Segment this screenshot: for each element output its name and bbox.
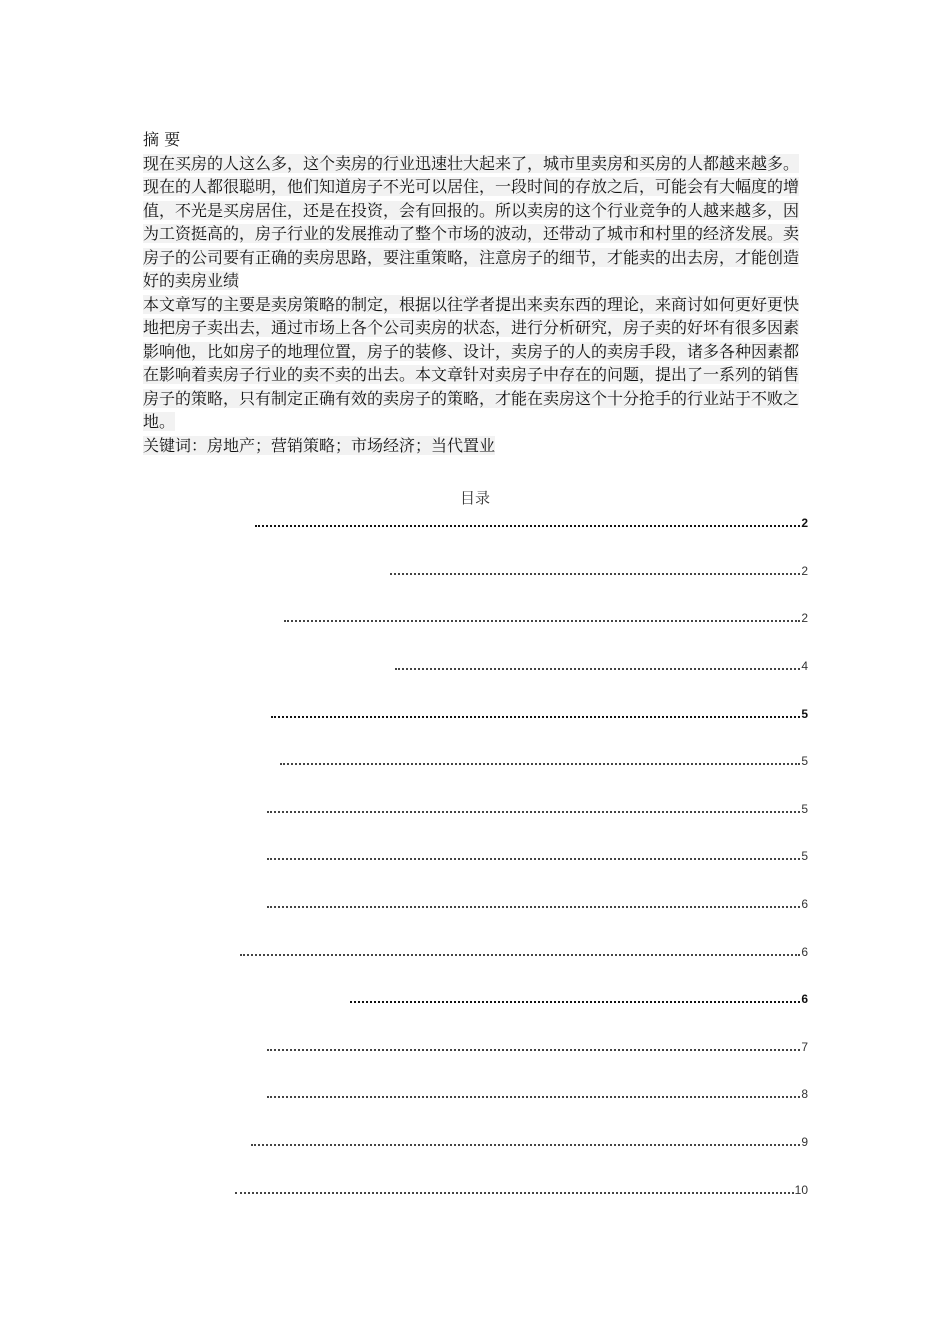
toc-page-number: 6	[801, 897, 808, 911]
toc-leader	[350, 1001, 800, 1003]
toc-entry[interactable]	[280, 750, 808, 768]
toc-leader	[267, 1096, 800, 1098]
toc-entry[interactable]	[267, 1083, 808, 1101]
abstract-section	[143, 128, 811, 457]
toc-entry[interactable]	[271, 703, 808, 721]
toc-page-number: 8	[801, 1087, 808, 1101]
toc-page-number: 10	[794, 1183, 808, 1197]
toc-title: 目录	[459, 489, 490, 507]
toc-entry[interactable]	[395, 655, 808, 673]
toc-page-number: 5	[801, 849, 808, 863]
toc-entry[interactable]	[255, 512, 808, 530]
abstract-paragraph-1: 现在买房的人这么多，这个卖房的行业迅速壮大起来了，城市里卖房和买房的人都越来越多。现在的人都很聪明，他们知道房子不光可以居住，一段时间的存放之后，可能会有大幅度的增值，不光是买房居住，还是在投资，会有回报的。所以卖房的这个行业竞争的人越来越多，因为工资挺高的，房子行业的发展推动了整个市场的波动，还带动了城市和村里的经济发展。卖房子的公司要有正确的卖房思路，要注重策略，注意房子的细节，才能卖的出去房，才能创造好的卖房业绩	[143, 153, 800, 290]
toc-entry[interactable]	[251, 1131, 808, 1149]
abstract-paragraph-2: 本文章写的主要是卖房策略的制定，根据以往学者提出来卖东西的理论，来商讨如何更好更快地把房子卖出去，通过市场上各个公司卖房的状态，进行分析研究，房子卖的好坏有很多因素影响他，比如房子的地理位置，房子的装修、设计，卖房子的人的卖房手段，诸多各种因素都在影响着卖房子行业的卖不卖的出去。本文章针对卖房子中存在的问题，提出了一系列的销售房子的策略，只有制定正确有效的卖房子的策略，才能在卖房这个十分抢手的行业站于不败之地。	[143, 294, 800, 431]
abstract-heading: 摘 要	[143, 130, 181, 149]
toc-page-number: 6	[801, 992, 808, 1006]
toc-leader	[267, 906, 800, 908]
toc-page-number: 2	[801, 564, 808, 578]
toc-leader	[235, 1192, 794, 1194]
toc-page-number: 2	[801, 611, 808, 625]
toc-leader	[271, 716, 800, 718]
toc-leader	[255, 525, 800, 527]
toc-leader	[267, 811, 800, 813]
toc-leader	[251, 1144, 800, 1146]
toc-entry[interactable]	[267, 845, 808, 863]
toc-entry[interactable]	[235, 1179, 808, 1197]
toc-page-number: 4	[801, 659, 808, 673]
toc-page-number: 9	[801, 1135, 808, 1149]
toc-page-number: 6	[801, 945, 808, 959]
toc-leader	[390, 573, 800, 575]
toc-leader	[240, 954, 800, 956]
toc-leader	[280, 763, 800, 765]
toc-entry[interactable]	[267, 893, 808, 911]
toc-leader	[284, 620, 800, 622]
keywords-line: 关键词：房地产；营销策略；市场经济；当代置业	[143, 435, 496, 455]
toc-page-number: 5	[801, 754, 808, 768]
toc-entry[interactable]	[390, 560, 808, 578]
toc-entry[interactable]	[284, 607, 808, 625]
toc-page-number: 2	[801, 516, 808, 530]
toc-entry[interactable]	[350, 988, 808, 1006]
toc-page-number: 7	[801, 1040, 808, 1054]
toc-page-number: 5	[801, 802, 808, 816]
toc-page-number: 5	[801, 707, 808, 721]
toc-entry[interactable]	[240, 941, 808, 959]
toc-leader	[267, 1049, 800, 1051]
toc-entry[interactable]	[267, 798, 808, 816]
toc-leader	[267, 858, 800, 860]
toc-leader	[395, 668, 800, 670]
toc-entry[interactable]	[267, 1036, 808, 1054]
